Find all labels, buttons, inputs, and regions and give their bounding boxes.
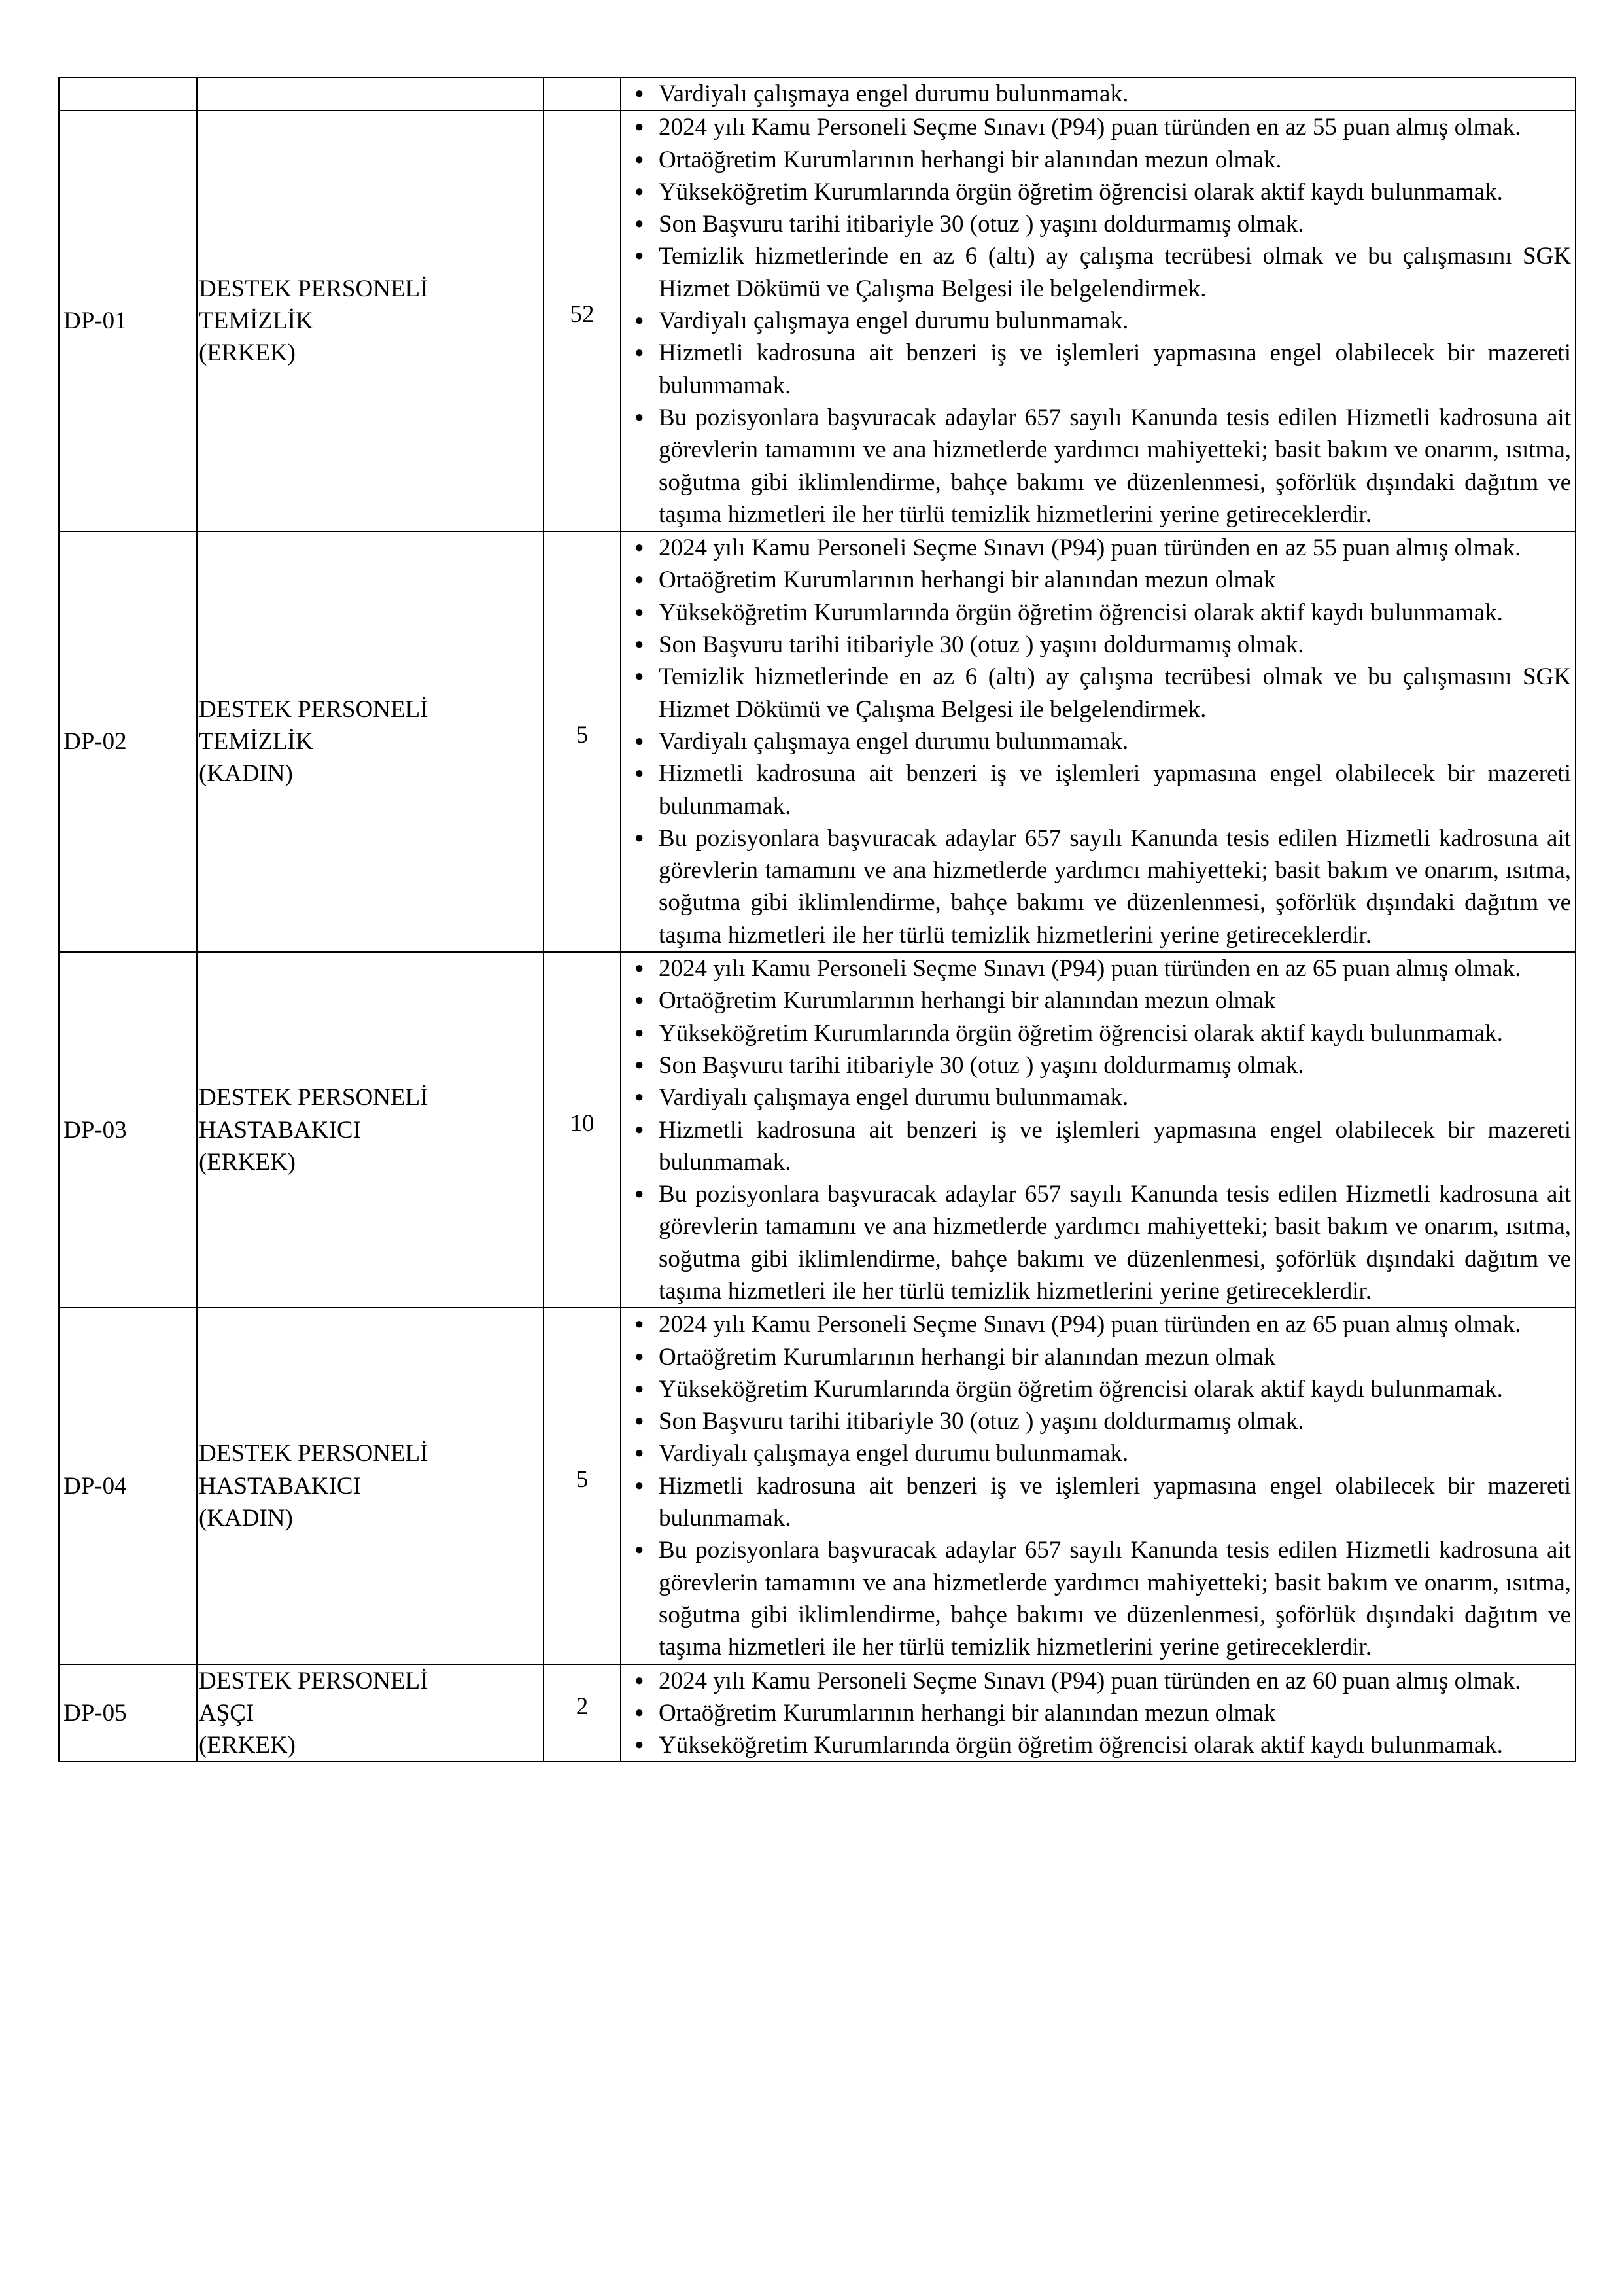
requirement-text: Vardiyalı çalışmaya engel durumu bulunmamak. bbox=[659, 1440, 1129, 1467]
position-code-cell: DP-01 bbox=[59, 111, 197, 531]
position-count: 2 bbox=[576, 1692, 589, 1720]
requirement-item bbox=[621, 1114, 1571, 1179]
requirement-text: 2024 yılı Kamu Personeli Seçme Sınavı (P94) puan türünden en az 65 puan almış olmak. bbox=[659, 1311, 1521, 1339]
bullet-icon: ● bbox=[634, 183, 644, 200]
requirement-text: Son Başvuru tarihi itibariyle 30 (otuz ) yaşını doldurmamış olmak. bbox=[659, 211, 1304, 238]
requirement-item bbox=[621, 1017, 1571, 1049]
position-count-cell bbox=[544, 952, 621, 1308]
position-title-line: DESTEK PERSONELİ bbox=[199, 275, 428, 302]
requirement-text: Hizmetli kadrosuna ait benzeri iş ve işlemleri yapmasına engel olabilecek bir mazereti bulunmamak. bbox=[659, 1116, 1571, 1176]
bullet-icon: ● bbox=[634, 960, 644, 977]
requirement-text: Yükseköğretim Kurumlarında örgün öğretim öğrencisi olarak aktif kaydı bulunmamak. bbox=[659, 599, 1503, 626]
bullet-icon: ● bbox=[634, 247, 644, 265]
requirement-text: Son Başvuru tarihi itibariyle 30 (otuz ) yaşını doldurmamış olmak. bbox=[659, 631, 1304, 659]
requirement-item bbox=[621, 822, 1571, 951]
requirement-text: Hizmetli kadrosuna ait benzeri iş ve işlemleri yapmasına engel olabilecek bir mazereti bulunmamak. bbox=[659, 1472, 1571, 1532]
position-row bbox=[59, 1308, 1576, 1664]
position-title-line: (KADIN) bbox=[199, 760, 293, 788]
bullet-icon: ● bbox=[634, 150, 644, 168]
position-title-line: TEMİZLİK bbox=[199, 727, 313, 755]
requirement-text: Ortaöğretim Kurumlarının herhangi bir alanından mezun olmak bbox=[659, 1699, 1276, 1726]
position-title-line: (ERKEK) bbox=[199, 1148, 296, 1176]
requirement-item bbox=[621, 402, 1571, 531]
requirement-text: Yükseköğretim Kurumlarında örgün öğretim öğrencisi olarak aktif kaydı bulunmamak. bbox=[659, 1732, 1503, 1759]
position-title-line: TEMİZLİK bbox=[199, 307, 313, 335]
bullet-icon: ● bbox=[634, 1089, 644, 1106]
position-code-cell bbox=[59, 77, 197, 111]
requirement-item bbox=[621, 564, 1571, 596]
position-title-line: (ERKEK) bbox=[199, 340, 296, 367]
requirement-text: Bu pozisyonlara başvuracak adaylar 657 sayılı Kanunda tesis edilen Hizmetli kadrosuna ait görevlerin tamamını ve ana hizmetlerde yardımcı mahiyetteki; basit bakım ve onarım, ısıtma, soğutma gibi iklimlendirme, bahçe bakımı ve düzenlenmesi, şoförlük dışındaki dağıtım ve taşıma hizmetleri ile her türlü temizlik hizmetlerini yerine getireceklerdir. bbox=[659, 404, 1571, 528]
requirements-cell bbox=[621, 1308, 1576, 1664]
position-title-line: AŞÇI bbox=[199, 1699, 254, 1726]
requirements-list bbox=[621, 1665, 1571, 1762]
position-count-cell bbox=[544, 111, 621, 531]
requirement-item bbox=[621, 726, 1571, 758]
position-title-cell bbox=[197, 111, 544, 531]
requirement-text: 2024 yılı Kamu Personeli Seçme Sınavı (P94) puan türünden en az 65 puan almış olmak. bbox=[659, 955, 1521, 983]
requirement-item bbox=[621, 78, 1571, 110]
requirement-item bbox=[621, 337, 1571, 402]
position-title-line: HASTABAKICI bbox=[199, 1472, 361, 1499]
position-title-cell bbox=[197, 1308, 544, 1664]
requirement-item bbox=[621, 1470, 1571, 1535]
requirement-item bbox=[621, 1665, 1571, 1697]
bullet-icon: ● bbox=[634, 1056, 644, 1074]
requirement-text: Ortaöğretim Kurumlarının herhangi bir alanından mezun olmak. bbox=[659, 146, 1282, 173]
bullet-icon: ● bbox=[634, 732, 644, 750]
bullet-icon: ● bbox=[634, 215, 644, 233]
requirement-text: 2024 yılı Kamu Personeli Seçme Sınavı (P94) puan türünden en az 55 puan almış olmak. bbox=[659, 534, 1521, 562]
requirement-item bbox=[621, 629, 1571, 661]
requirement-text: Yükseköğretim Kurumlarında örgün öğretim öğrencisi olarak aktif kaydı bulunmamak. bbox=[659, 1019, 1503, 1047]
requirement-item bbox=[621, 176, 1571, 208]
requirement-text: Temizlik hizmetlerinde en az 6 (altı) ay çalışma tecrübesi olmak ve bu çalışmasını SGK Hizmet Dökümü ve Çalışma Belgesi ile belgelendirmek. bbox=[659, 663, 1571, 723]
requirement-item bbox=[621, 532, 1571, 564]
bullet-icon: ● bbox=[634, 1445, 644, 1462]
bullet-icon: ● bbox=[634, 992, 644, 1009]
bullet-icon: ● bbox=[634, 1316, 644, 1333]
requirement-text: 2024 yılı Kamu Personeli Seçme Sınavı (P94) puan türünden en az 60 puan almış olmak. bbox=[659, 1667, 1521, 1694]
requirement-item bbox=[621, 661, 1571, 726]
requirement-text: Son Başvuru tarihi itibariyle 30 (otuz ) yaşını doldurmamış olmak. bbox=[659, 1051, 1304, 1079]
requirement-item bbox=[621, 597, 1571, 629]
requirements-table bbox=[58, 77, 1576, 1762]
requirement-text: Vardiyalı çalışmaya engel durumu bulunmamak. bbox=[659, 80, 1129, 107]
requirement-item bbox=[621, 1405, 1571, 1437]
requirement-item bbox=[621, 1534, 1571, 1663]
requirement-item bbox=[621, 305, 1571, 337]
position-row bbox=[59, 952, 1576, 1308]
requirement-item bbox=[621, 758, 1571, 822]
requirement-text: Bu pozisyonlara başvuracak adaylar 657 sayılı Kanunda tesis edilen Hizmetli kadrosuna ait görevlerin tamamını ve ana hizmetlerde yardımcı mahiyetteki; basit bakım ve onarım, ısıtma, soğutma gibi iklimlendirme, bahçe bakımı ve düzenlenmesi, şoförlük dışındaki dağıtım ve taşıma hizmetleri ile her türlü temizlik hizmetlerini yerine getireceklerdir. bbox=[659, 824, 1571, 949]
bullet-icon: ● bbox=[634, 1024, 644, 1042]
requirements-cell bbox=[621, 531, 1576, 952]
requirement-text: Temizlik hizmetlerinde en az 6 (altı) ay çalışma tecrübesi olmak ve bu çalışmasını SGK Hizmet Dökümü ve Çalışma Belgesi ile belgelendirmek. bbox=[659, 243, 1571, 302]
bullet-icon: ● bbox=[634, 408, 644, 426]
position-title-line: DESTEK PERSONELİ bbox=[199, 1084, 428, 1112]
requirement-text: Son Başvuru tarihi itibariyle 30 (otuz ) yaşını doldurmamış olmak. bbox=[659, 1408, 1304, 1435]
bullet-icon: ● bbox=[634, 1477, 644, 1494]
bullet-icon: ● bbox=[634, 1704, 644, 1721]
position-count-cell bbox=[544, 1664, 621, 1762]
requirement-item bbox=[621, 953, 1571, 985]
requirement-text: Vardiyalı çalışmaya engel durumu bulunmamak. bbox=[659, 1084, 1129, 1112]
position-title-line: DESTEK PERSONELİ bbox=[199, 1667, 428, 1694]
bullet-icon: ● bbox=[634, 1185, 644, 1203]
position-title-cell bbox=[197, 1664, 544, 1762]
bullet-icon: ● bbox=[634, 118, 644, 136]
position-code-cell: DP-04 bbox=[59, 1308, 197, 1664]
requirement-text: Hizmetli kadrosuna ait benzeri iş ve işlemleri yapmasına engel olabilecek bir mazereti bulunmamak. bbox=[659, 760, 1571, 820]
requirements-cell bbox=[621, 77, 1576, 111]
requirements-list bbox=[621, 532, 1571, 951]
position-count: 10 bbox=[570, 1110, 595, 1137]
position-count-cell bbox=[544, 77, 621, 111]
bullet-icon: ● bbox=[634, 829, 644, 847]
position-count-cell bbox=[544, 531, 621, 952]
position-title-line: DESTEK PERSONELİ bbox=[199, 1440, 428, 1467]
position-row bbox=[59, 111, 1576, 531]
requirement-item bbox=[621, 111, 1571, 143]
requirement-text: 2024 yılı Kamu Personeli Seçme Sınavı (P94) puan türünden en az 55 puan almış olmak. bbox=[659, 114, 1521, 141]
bullet-icon: ● bbox=[634, 636, 644, 654]
bullet-icon: ● bbox=[634, 1412, 644, 1430]
bullet-icon: ● bbox=[634, 1672, 644, 1689]
requirement-item bbox=[621, 1697, 1571, 1729]
position-title-cell bbox=[197, 77, 544, 111]
requirement-item bbox=[621, 144, 1571, 176]
requirements-cell bbox=[621, 952, 1576, 1308]
requirement-text: Vardiyalı çalışmaya engel durumu bulunmamak. bbox=[659, 307, 1129, 335]
position-code-cell: DP-05 bbox=[59, 1664, 197, 1762]
requirements-list bbox=[621, 953, 1571, 1307]
requirement-text: Bu pozisyonlara başvuracak adaylar 657 sayılı Kanunda tesis edilen Hizmetli kadrosuna ait görevlerin tamamını ve ana hizmetlerde yardımcı mahiyetteki; basit bakım ve onarım, ısıtma, soğutma gibi iklimlendirme, bahçe bakımı ve düzenlenmesi, şoförlük dışındaki dağıtım ve taşıma hizmetleri ile her türlü temizlik hizmetlerini yerine getireceklerdir. bbox=[659, 1537, 1571, 1661]
requirement-item bbox=[621, 1049, 1571, 1081]
bullet-icon: ● bbox=[634, 85, 644, 102]
requirement-text: Yükseköğretim Kurumlarında örgün öğretim öğrencisi olarak aktif kaydı bulunmamak. bbox=[659, 178, 1503, 205]
position-count: 5 bbox=[576, 1465, 589, 1493]
requirement-item bbox=[621, 1341, 1571, 1373]
bullet-icon: ● bbox=[634, 765, 644, 782]
requirement-item bbox=[621, 1437, 1571, 1469]
requirement-text: Ortaöğretim Kurumlarının herhangi bir alanından mezun olmak bbox=[659, 987, 1276, 1015]
position-count-cell bbox=[544, 1308, 621, 1664]
bullet-icon: ● bbox=[634, 571, 644, 589]
continuation-row bbox=[59, 77, 1576, 111]
requirement-item bbox=[621, 1178, 1571, 1307]
position-count: 52 bbox=[570, 301, 595, 328]
bullet-icon: ● bbox=[634, 1380, 644, 1397]
bullet-icon: ● bbox=[634, 668, 644, 686]
requirement-text: Hizmetli kadrosuna ait benzeri iş ve işlemleri yapmasına engel olabilecek bir mazereti bulunmamak. bbox=[659, 340, 1571, 399]
requirements-cell bbox=[621, 1664, 1576, 1762]
position-count: 5 bbox=[576, 721, 589, 748]
requirement-item bbox=[621, 985, 1571, 1017]
requirements-cell bbox=[621, 111, 1576, 531]
requirements-list bbox=[621, 111, 1571, 531]
requirement-item bbox=[621, 1373, 1571, 1405]
requirement-text: Ortaöğretim Kurumlarının herhangi bir alanından mezun olmak bbox=[659, 1343, 1276, 1371]
bullet-icon: ● bbox=[634, 1736, 644, 1754]
requirement-text: Yükseköğretim Kurumlarında örgün öğretim öğrencisi olarak aktif kaydı bulunmamak. bbox=[659, 1375, 1503, 1403]
requirement-item bbox=[621, 208, 1571, 240]
bullet-icon: ● bbox=[634, 1541, 644, 1559]
bullet-icon: ● bbox=[634, 344, 644, 362]
bullet-icon: ● bbox=[634, 1348, 644, 1365]
requirement-text: Ortaöğretim Kurumlarının herhangi bir alanından mezun olmak bbox=[659, 567, 1276, 594]
bullet-icon: ● bbox=[634, 539, 644, 557]
position-title-line: DESTEK PERSONELİ bbox=[199, 695, 428, 723]
position-row bbox=[59, 1664, 1576, 1762]
requirements-table-body bbox=[59, 77, 1576, 1762]
position-title-line: (ERKEK) bbox=[199, 1732, 296, 1759]
requirements-list bbox=[621, 1308, 1571, 1663]
position-title-line: HASTABAKICI bbox=[199, 1116, 361, 1144]
position-code-cell: DP-02 bbox=[59, 531, 197, 952]
requirement-item bbox=[621, 1308, 1571, 1340]
position-title-line: (KADIN) bbox=[199, 1505, 293, 1532]
requirement-text: Bu pozisyonlara başvuracak adaylar 657 sayılı Kanunda tesis edilen Hizmetli kadrosuna ait görevlerin tamamını ve ana hizmetlerde yardımcı mahiyetteki; basit bakım ve onarım, ısıtma, soğutma gibi iklimlendirme, bahçe bakımı ve düzenlenmesi, şoförlük dışındaki dağıtım ve taşıma hizmetleri ile her türlü temizlik hizmetlerini yerine getireceklerdir. bbox=[659, 1181, 1571, 1305]
position-title-cell bbox=[197, 531, 544, 952]
requirement-item bbox=[621, 240, 1571, 305]
position-title-cell bbox=[197, 952, 544, 1308]
requirement-item bbox=[621, 1729, 1571, 1761]
requirements-list bbox=[621, 78, 1571, 110]
requirement-item bbox=[621, 1081, 1571, 1113]
requirement-text: Vardiyalı çalışmaya engel durumu bulunmamak. bbox=[659, 727, 1129, 755]
bullet-icon: ● bbox=[634, 603, 644, 621]
bullet-icon: ● bbox=[634, 312, 644, 330]
position-code-cell: DP-03 bbox=[59, 952, 197, 1308]
position-row bbox=[59, 531, 1576, 952]
bullet-icon: ● bbox=[634, 1121, 644, 1138]
